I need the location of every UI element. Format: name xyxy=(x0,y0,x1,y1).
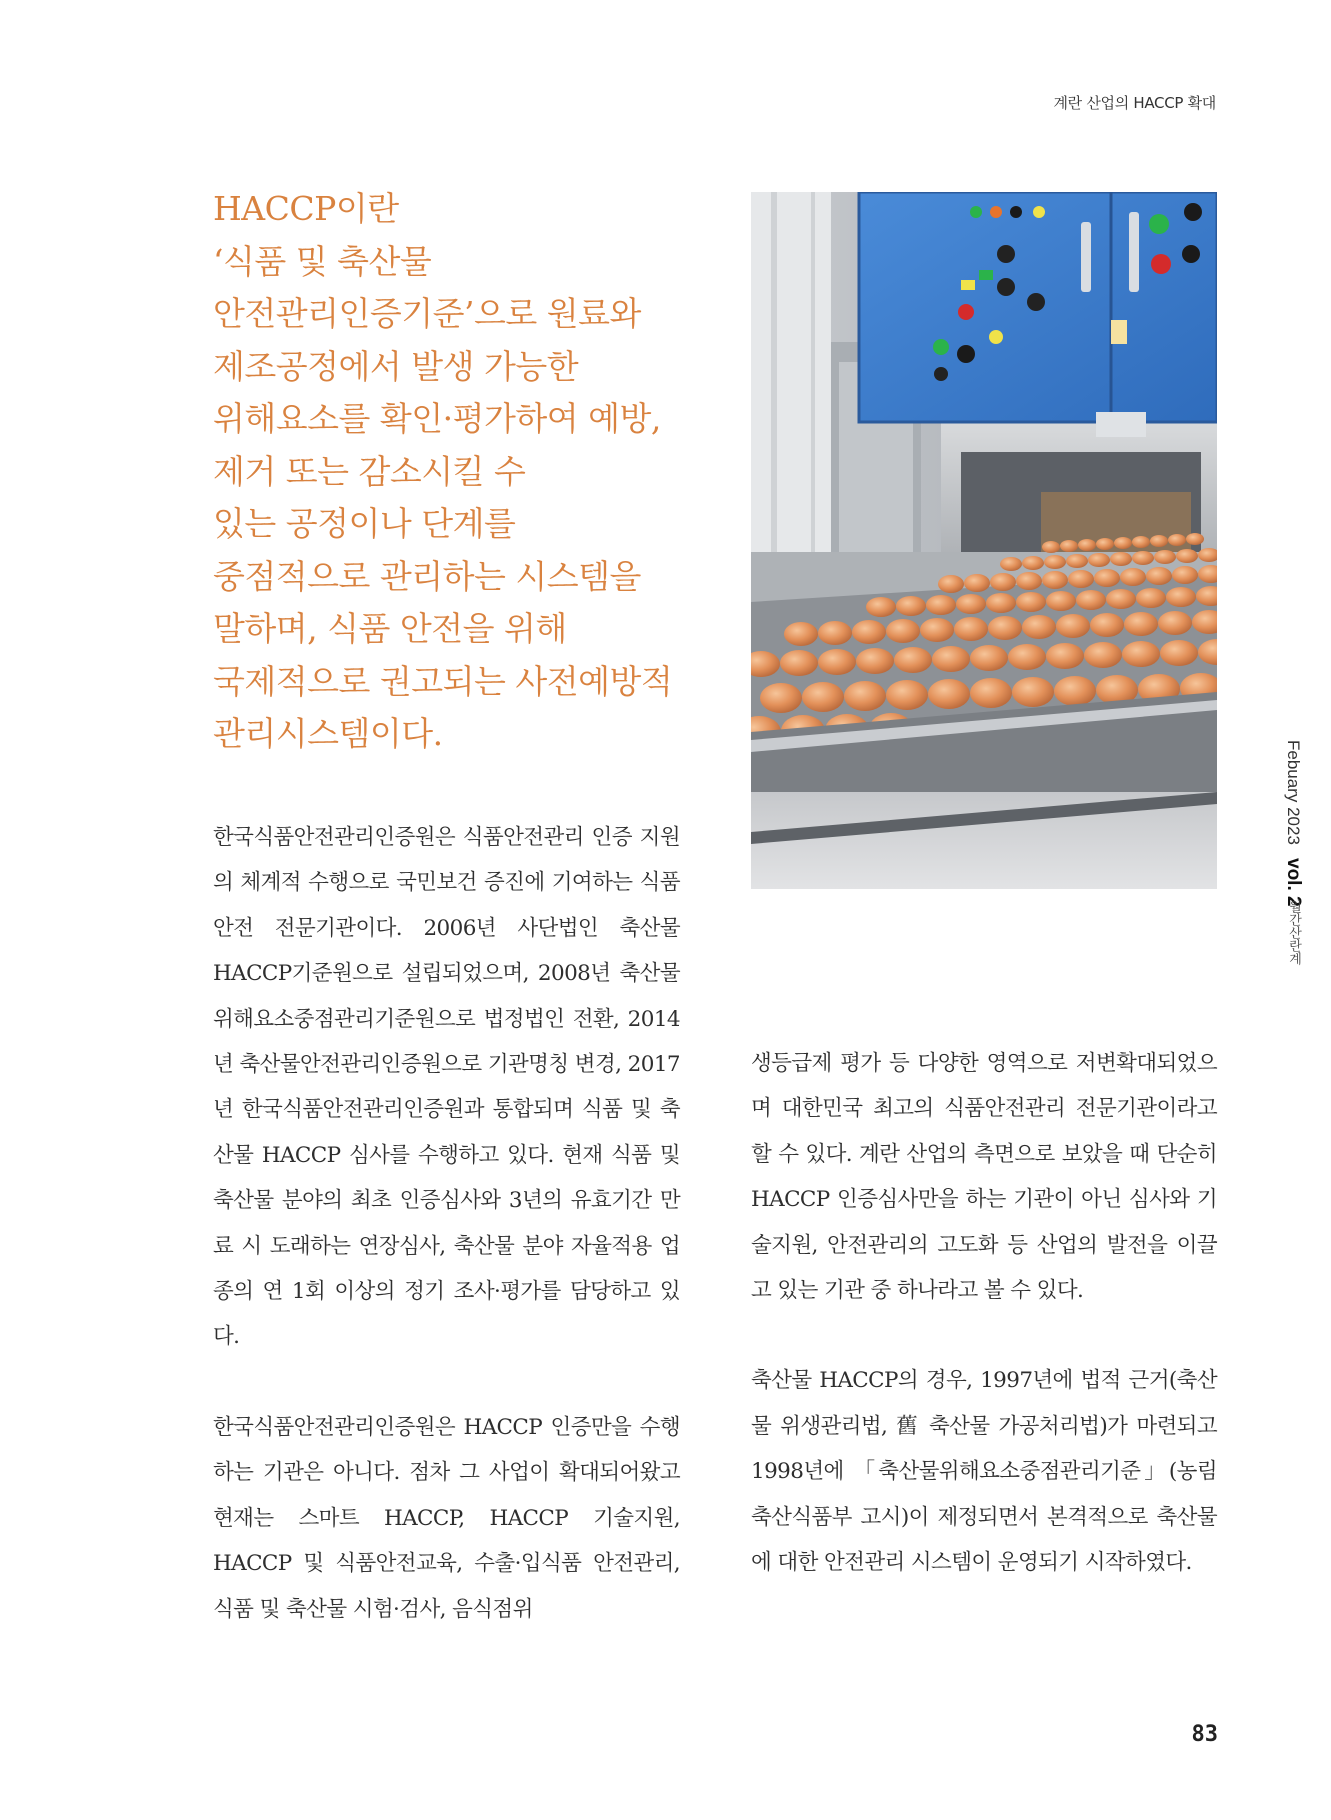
pull-quote-line: 관리시스템이다. xyxy=(213,714,443,753)
issue-label xyxy=(1282,740,1304,908)
egg-conveyor-photo xyxy=(751,192,1217,889)
pull-quote-line: ‘식품 및 축산물 xyxy=(213,241,432,281)
issue-date: Febuary 2023 xyxy=(1284,740,1303,845)
volume-label: vol. 2 xyxy=(1283,857,1304,907)
egg-conveyor-illustration xyxy=(751,192,1217,889)
body-paragraph: 축산물 HACCP의 경우, 1997년에 법적 근거(축산물 위생관리법, 舊 축산물 가공처리법)가 마련되고 1998년에 「축산물위해요소중점관리기준」(농림축산식품부 고시)이 제정되면서 본격적으로 축산물에 대한 안전관리 시스템이 운영되기 시작하였다. xyxy=(751,1368,1217,1576)
pull-quote-line: 안전관리인증기준’으로 원료와 xyxy=(213,294,641,333)
pull-quote-line: 제조공정에서 발생 가능한 xyxy=(213,346,579,386)
body-column-left xyxy=(213,815,680,1632)
pull-quote-line: 위해요소를 확인·평가하여 예방, xyxy=(213,399,661,438)
pull-quote xyxy=(213,183,713,761)
pull-quote-line: 국제적으로 권고되는 사전예방적 xyxy=(213,661,673,701)
body-paragraph: 한국식품안전관리인증원은 식품안전관리 인증 지원의 체계적 수행으로 국민보건 증진에 기여하는 식품안전 전문기관이다. 2006년 사단법인 축산물HACCP기준원으로 설립되었으며, 2008년 축산물위해요소중점관리기준원으로 법정법인 전환, 2014년 축산물안전관리인증원으로 기관명칭 변경, 2017년 한국식품안전관리인증원과 통합되며 식품 및 축산물 HACCP 심사를 수행하고 있다. 현재 식품 및 축산물 분야의 최초 인증심사와 3년의 유효기간 만료 시 도래하는 연장심사, 축산물 분야 자율적용 업종의 연 1회 이상의 정기 조사·평가를 담당하고 있다. xyxy=(213,825,680,1350)
pull-quote-line: HACCP이란 xyxy=(213,189,399,228)
pull-quote-line: 중점적으로 관리하는 시스템을 xyxy=(213,556,641,596)
body-paragraph: 생등급제 평가 등 다양한 영역으로 저변확대되었으며 대한민국 최고의 식품안전관리 전문기관이라고 할 수 있다. 계란 산업의 측면으로 보았을 때 단순히 HACCP 인증심사만을 하는 기관이 아닌 심사와 기술지원, 안전관리의 고도화 등 산업의 발전을 이끌고 있는 기관 중 하나라고 볼 수 있다. xyxy=(751,1051,1217,1304)
pull-quote-line: 말하며, 식품 안전을 위해 xyxy=(213,609,567,648)
page-header: 계란 산업의 HACCP 확대 xyxy=(1053,94,1216,112)
page-number: 83 xyxy=(1191,1722,1218,1747)
body-column-right xyxy=(751,1041,1217,1585)
pull-quote-line: 있는 공정이나 단계를 xyxy=(213,504,516,543)
magazine-name: 월간산란계 xyxy=(1286,900,1301,965)
pull-quote-line: 제거 또는 감소시킬 수 xyxy=(213,451,526,491)
body-paragraph: 한국식품안전관리인증원은 HACCP 인증만을 수행하는 기관은 아니다. 점차 그 사업이 확대되어왔고 현재는 스마트 HACCP, HACCP 기술지원, HACCP 및 식품안전교육, 수출·입식품 안전관리, 식품 및 축산물 시험·검사, 음식점위 xyxy=(213,1414,680,1622)
side-tab xyxy=(1272,740,1312,1040)
